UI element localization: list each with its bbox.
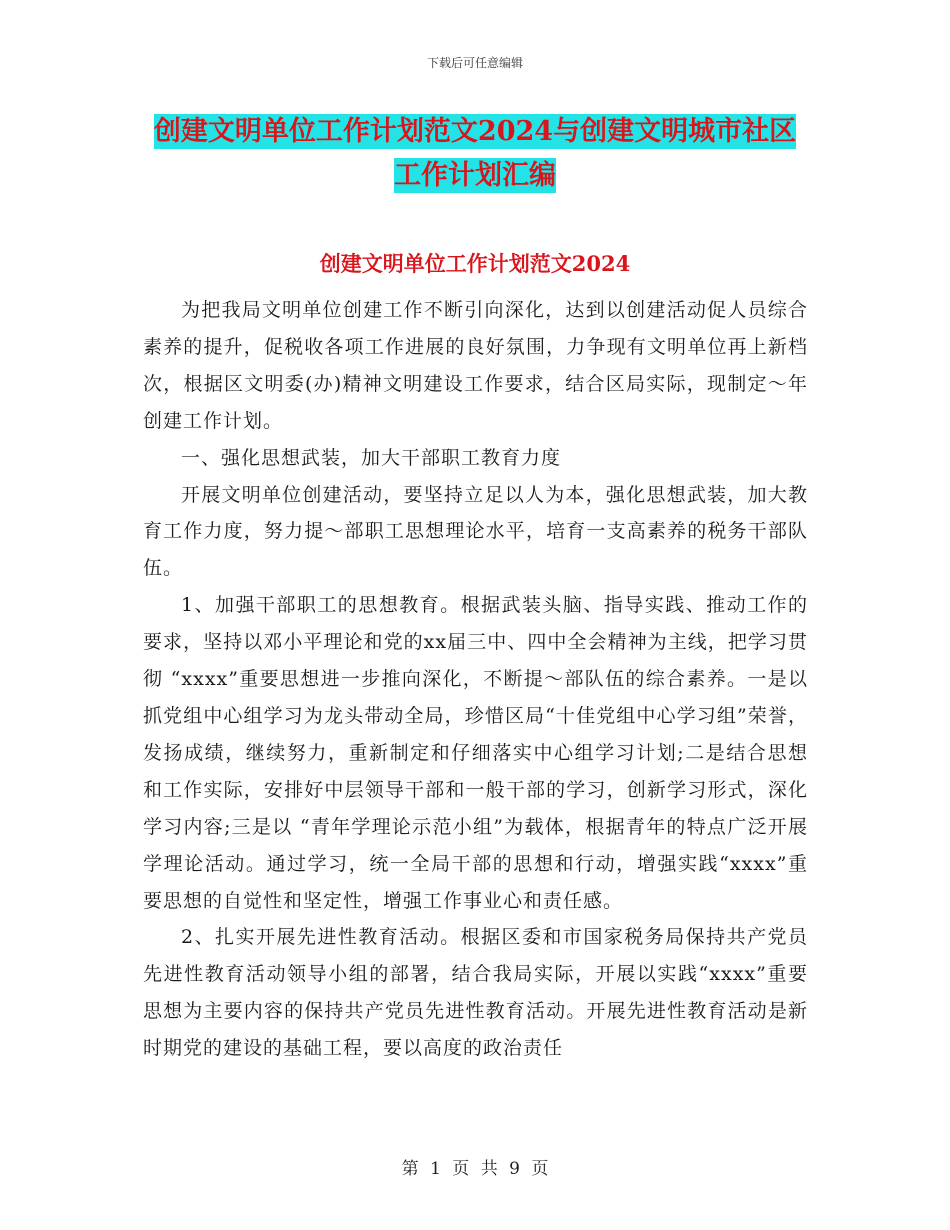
paragraph-intro: 为把我局文明单位创建工作不断引向深化，达到以创建活动促人员综合素养的提升，促税收各项工作进展的良好氛围，力争现有文明单位再上新档次，根据区文明委(办)精神文明建设工作要求，结合区局实际，现制定～年创建工作计划。 (143, 299, 808, 432)
paragraph-item-two: 2、扎实开展先进性教育活动。根据区委和市国家税务局保持共产党员先进性教育活动领导小组的部署，结合我局实际，开展以实践“xxxx”重要思想为主要内容的保持共产党员先进性教育活动。开展先进性教育活动是新时期党的建设的基础工程，要以高度的政治责任 (143, 926, 808, 1060)
heading-section-one: 一、强化思想武装，加大干部职工教育力度 (181, 446, 562, 469)
body-text (143, 292, 808, 1067)
paragraph-item-one: 1、加强干部职工的思想教育。根据武装头脑、指导实践、推动工作的要求，坚持以邓小平理论和党的xx届三中、四中全会精神为主线，把学习贯彻 “xxxx”重要思想进一步推向深化，不断提～部队伍的综合素养。一是以抓党组中心组学习为龙头带动全局，珍惜区局“十佳党组中心学习组”荣誉，发扬成绩，继续努力，重新制定和仔细落实中心组学习计划;二是结合思想和工作实际，安排好中层领导干部和一般干部的学习，创新学习形式，深化学习内容;三是以 “青年学理论示范小组”为载体，根据青年的特点广泛开展学理论活动。通过学习，统一全局干部的思想和行动，增强实践“xxxx”重要思想的自觉性和坚定性，增强工作事业心和责任感。 (143, 594, 808, 912)
document-title-line-1: 创建文明单位工作计划范文2024与创建文明城市社区 (153, 116, 797, 147)
section-title: 创建文明单位工作计划范文2024 (319, 251, 631, 276)
document-title (0, 110, 950, 198)
header-note: 下载后可任意编辑 (426, 56, 523, 70)
document-title-line-2: 工作计划汇编 (394, 160, 556, 191)
page-footer: 第 1 页 共 9 页 (401, 1159, 549, 1179)
paragraph-section-one: 开展文明单位创建活动，要坚持立足以人为本，强化思想武装，加大教育工作力度，努力提～部职工思想理论水平，培育一支高素养的税务干部队伍。 (143, 483, 808, 580)
